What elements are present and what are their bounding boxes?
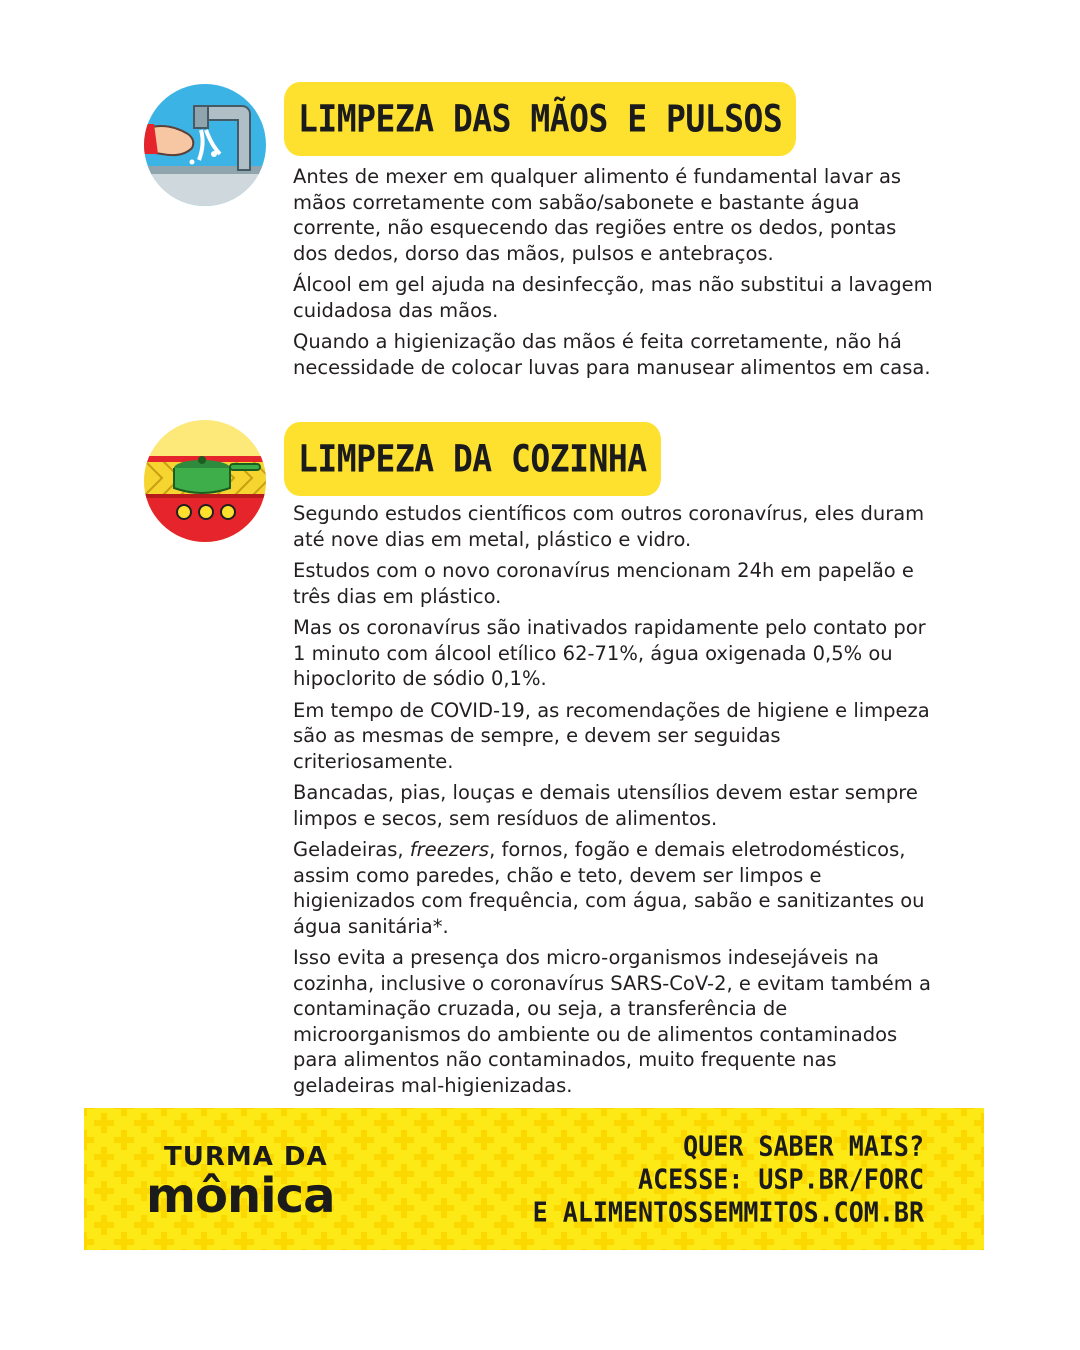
paragraph-text: Geladeiras,	[293, 838, 410, 861]
paragraph-italic-text: freezers	[409, 838, 490, 861]
paragraph-freezers	[293, 837, 933, 939]
paragraph: Quando a higienização das mãos é feita corretamente, não há necessidade de colocar luvas para manusear alimentos em casa.	[293, 330, 931, 379]
hand-washing-icon	[144, 84, 266, 206]
paragraph: Isso evita a presença dos micro-organismos indesejáveis na cozinha, inclusive o coronavírus SARS-CoV-2, e evitam também a contaminação cruzada, ou seja, a transferência de microorganismos do ambiente ou de alimentos contaminados para alimentos não contaminados, muito frequente nas geladeiras mal-higienizadas.	[293, 946, 931, 1097]
footer-line: QUER SABER MAIS?	[683, 1130, 924, 1162]
paragraph: Estudos com o novo coronavírus mencionam 24h em papelão e três dias em plástico.	[293, 559, 914, 608]
footer-banner	[84, 1108, 984, 1250]
section-heading-hand-washing: LIMPEZA DAS MÃOS E PULSOS	[284, 82, 796, 156]
paragraph: Mas os coronavírus são inativados rapidamente pelo contato por 1 minuto com álcool etílico 62-71%, água oxigenada 0,5% ou hipoclorito de sódio 0,1%.	[293, 616, 926, 690]
section-body-hand-washing	[293, 164, 933, 386]
stove-pot-icon	[144, 420, 266, 542]
paragraph: Antes de mexer em qualquer alimento é fundamental lavar as mãos corretamente com sabão/sabonete e bastante água corrente, não esquecendo das regiões entre os dedos, pontas dos dedos, dorso das mãos, pulsos e antebraços.	[293, 165, 902, 265]
paragraph: Álcool em gel ajuda na desinfecção, mas não substitui a lavagem cuidadosa das mãos.	[293, 273, 933, 322]
paragraph: Segundo estudos científicos com outros coronavírus, eles duram até nove dias em metal, plástico e vidro.	[293, 502, 925, 551]
section-heading-kitchen: LIMPEZA DA COZINHA	[284, 422, 661, 496]
section-body-kitchen	[293, 501, 933, 1104]
paragraph: Bancadas, pias, louças e demais utensílios devem estar sempre limpos e secos, sem resíduos de alimentos.	[293, 781, 918, 830]
footer-line-link[interactable]: ACESSE: USP.BR/FORC	[638, 1163, 924, 1195]
logo-top-text: TURMA DA	[164, 1142, 328, 1172]
footer-info	[533, 1130, 924, 1229]
paragraph-text: , fornos, fogão e demais eletrodomésticos, assim como paredes, chão e teto, devem ser limpos e higienizados com frequência, com água, sabão e sanitizantes ou água sanitária*.	[293, 838, 925, 938]
logo-bottom-text: mônica	[146, 1168, 335, 1224]
footer-line-link[interactable]: E ALIMENTOSSEMMITOS.COM.BR	[532, 1196, 924, 1228]
paragraph: Em tempo de COVID-19, as recomendações de higiene e limpeza são as mesmas de sempre, e devem ser seguidas criteriosamente.	[293, 698, 930, 773]
